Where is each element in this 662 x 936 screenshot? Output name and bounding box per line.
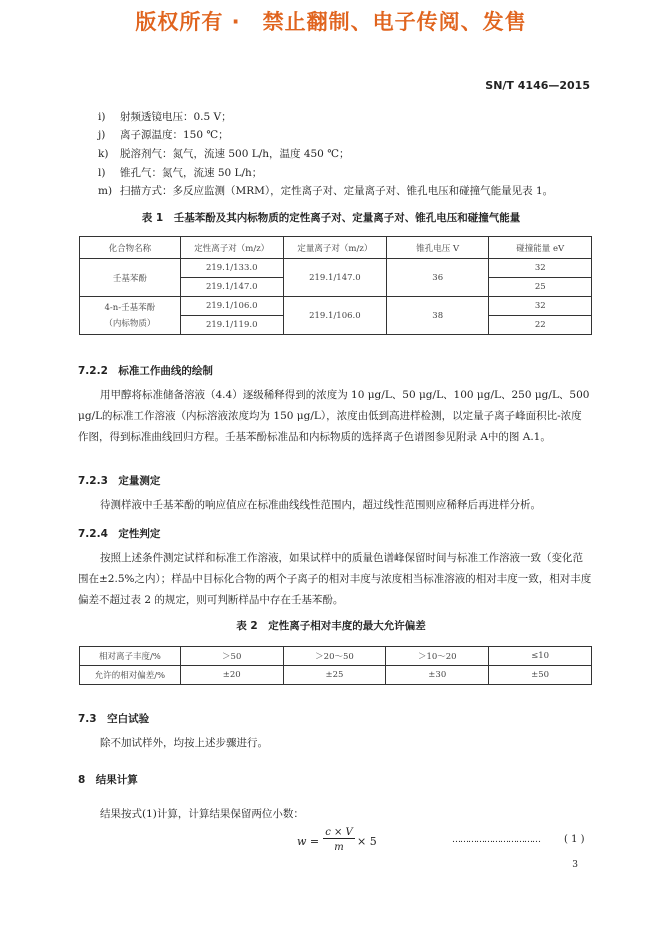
table2-cell: ＞20～50 [283,647,386,666]
table1-cell: 219.1/147.0 [283,259,386,297]
table1-header: 化合物名称 [80,237,181,259]
condition-label: k) [98,148,109,160]
formula-leader-dots: …………………………… [452,835,540,845]
condition-label: l) [98,167,106,179]
condition-item [98,127,229,142]
standard-number: SN/T 4146—2015 [485,79,590,92]
table1-header: 定量离子对（m/z） [283,237,386,259]
watermark-banner: 版权所有 · 禁止翻制、电子传阅、发售 [135,10,527,34]
table1-cell: 32 [489,297,592,316]
section-7-2-3-heading: 7.2.3 定量测定 [78,475,161,487]
section-7-2-2-heading: 7.2.2 标准工作曲线的绘制 [78,365,213,377]
table2-cell: ±20 [180,666,283,685]
table1-cell: 219.1/119.0 [180,316,283,335]
section-8-body: 结果按式(1)计算，计算结果保留两位小数： [100,808,304,820]
table2-cell: ≤10 [489,647,592,666]
formula-numerator: c × V [323,827,355,839]
condition-text: 锥孔气：氮气，流速 50 L/h； [120,167,263,179]
table2-cell: ±30 [386,666,489,685]
table1-cell: 219.1/106.0 [180,297,283,316]
section-7-2-4-body: 按照上述条件测定试样和标准工作溶液，如果试样中的质量色谱峰保留时间与标准工作溶液一致（变化范围在±2.5%之内）；样品中目标化合物的两个子离子的相对丰度与浓度相当标准溶液的相对丰度一致，相对丰度偏差不超过表 2 的规定，则可判断样品中存在壬基苯酚。 [78,552,592,606]
table1-cell: 219.1/106.0 [283,297,386,335]
condition-text: 扫描方式：多反应监测（MRM），定性离子对、定量离子对、锥孔电压和碰撞气能量见表 1。 [120,185,554,197]
condition-label: m) [98,185,113,197]
condition-item [98,165,262,180]
condition-text: 射频透镜电压：0.5 V； [120,111,232,123]
table2-cell: 允许的相对偏差/% [80,666,181,685]
condition-text: 脱溶剂气：氮气，流速 500 L/h，温度 450 ℃； [120,148,350,160]
section-7-3-heading: 7.3 空白试验 [78,713,150,725]
page-number: 3 [572,860,578,870]
table1-compound: 壬基苯酚 [80,259,181,297]
section-8-heading: 8 结果计算 [78,774,138,786]
condition-label: i) [98,111,106,123]
table1-header: 锥孔电压 V [386,237,489,259]
section-7-2-2-body: 用甲醇将标准储备溶液（4.4）逐级稀释得到的浓度为 10 μg/L、50 μg/L、100 μg/L、250 μg/L、500 μg/L的标准工作溶液（内标溶液浓度均为 150 μg/L），浓度由低到高进样检测，以定量子离子峰面积比-浓度作图，得到标准曲线回归方程。壬基苯酚标准品和内标物质的选择离子色谱图参见附录 A中的图 A.1。 [78,389,590,443]
table1-compound: 4-n-壬基苯酚 （内标物质） [80,297,181,335]
table1-cell: 25 [489,278,592,297]
table1-cell: 32 [489,259,592,278]
formula-number: ( 1 ) [564,834,585,845]
condition-item [98,146,349,161]
table1-cell: 219.1/133.0 [180,259,283,278]
table1-caption: 表 1 壬基苯酚及其内标物质的定性离子对、定量离子对、锥孔电压和碰撞气能量 [141,212,521,224]
table1-header: 定性离子对（m/z） [180,237,283,259]
condition-item [98,183,553,198]
formula-lhs: w = [297,835,320,848]
table2-cell: ±50 [489,666,592,685]
section-7-3-body: 除不加试样外，均按上述步骤进行。 [100,737,268,749]
condition-label: j) [98,129,106,141]
table1-header: 碰撞能量 eV [489,237,592,259]
section-7-2-3-body: 待测样液中壬基苯酚的响应值应在标准曲线线性范围内，超过线性范围则应稀释后再进样分析。 [100,499,541,511]
condition-item [98,109,232,124]
table2-cell: ±25 [283,666,386,685]
table1-cell: 36 [386,259,489,297]
table1-cell: 219.1/147.0 [180,278,283,297]
formula-rhs: × 5 [357,835,377,848]
table1-cell: 38 [386,297,489,335]
table1-cell: 22 [489,316,592,335]
table2 [79,646,592,685]
section-7-2-4-heading: 7.2.4 定性判定 [78,528,161,540]
table1 [79,236,592,335]
condition-text: 离子源温度：150 ℃； [120,129,229,141]
table2-caption: 表 2 定性离子相对丰度的最大允许偏差 [236,620,426,632]
table2-cell: ＞50 [180,647,283,666]
table2-cell: 相对离子丰度/% [80,647,181,666]
formula-denominator: m [334,842,344,853]
table2-cell: ＞10～20 [386,647,489,666]
